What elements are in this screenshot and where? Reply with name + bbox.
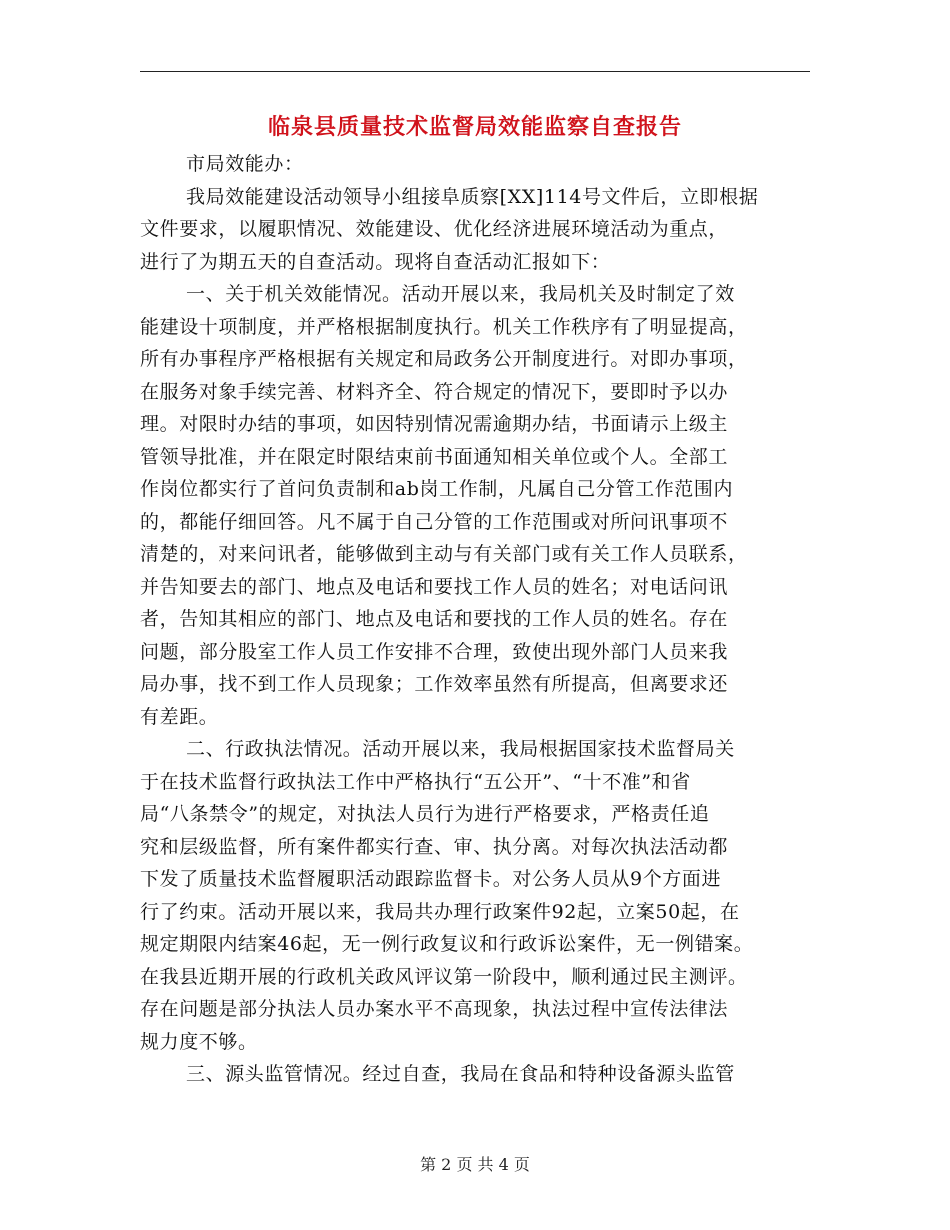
paragraph-line: 局“八条禁令”的规定，对执法人员行为进行严格要求，严格责任追 [140,803,710,825]
paragraph-line: 局办事，找不到工作人员现象；工作效率虽然有所提高，但离要求还 [140,673,729,695]
paragraph-line: 进行了为期五天的自查活动。现将自查活动汇报如下： [140,250,611,273]
paragraph-line: 于在技术监督行政执法工作中严格执行“五公开”、“十不准”和省 [140,770,691,793]
section-heading-line: 二、行政执法情况。活动开展以来，我局根据国家技术监督局关 [186,738,735,760]
paragraph-line: 行了约束。活动开展以来，我局共办理行政案件92起，立案50起，在 [140,900,740,923]
paragraph-line: 有差距。 [140,705,219,728]
paragraph-line: 规力度不够。 [140,1030,258,1053]
paragraph-line: 能建设十项制度，并严格根据制度执行。机关工作秩序有了明显提高， [140,315,748,338]
paragraph-line: 存在问题是部分执法人员办案水平不高现象，执法过程中宣传法律法 [140,998,729,1020]
paragraph-line: 在服务对象手续完善、材料齐全、符合规定的情况下，要即时予以办 [140,380,729,403]
paragraph-line: 管领导批准，并在限定时限结束前书面通知相关单位或个人。全部工 [140,445,729,468]
paragraph-line: 理。对限时办结的事项，如因特别情况需逾期办结，书面请示上级主 [140,413,729,435]
document-body [140,148,810,1091]
paragraph-line: 文件要求，以履职情况、效能建设、优化经济进展环境活动为重点， [140,218,729,240]
paragraph-line: 的，都能仔细回答。凡不属于自己分管的工作范围或对所问讯事项不 [140,510,729,533]
section-heading-line: 三、源头监管情况。经过自查，我局在食品和特种设备源头监管 [186,1063,735,1085]
paragraph-line: 究和层级监督，所有案件都实行查、审、执分离。对每次执法活动都 [140,835,729,858]
page-number-footer: 第 2 页 共 4 页 [420,1155,530,1174]
paragraph-line: 所有办事程序严格根据有关规定和局政务公开制度进行。对即办事项， [140,348,748,370]
paragraph-line: 下发了质量技术监督履职活动跟踪监督卡。对公务人员从9个方面进 [140,868,722,890]
document-title: 临泉县质量技术监督局效能监察自查报告 [267,114,682,140]
paragraph-line: 并告知要去的部门、地点及电话和要找工作人员的姓名；对电话问讯 [140,575,729,598]
paragraph-line: 作岗位都实行了首问负责制和ab岗工作制，凡属自己分管工作范围内 [140,478,734,500]
header-rule [140,71,810,72]
paragraph-line: 在我县近期开展的行政机关政风评议第一阶段中，顺利通过民主测评。 [140,965,748,988]
paragraph-line: 者，告知其相应的部门、地点及电话和要找的工作人员的姓名。存在 [140,608,729,630]
section-heading-line: 一、关于机关效能情况。活动开展以来，我局机关及时制定了效 [186,283,735,305]
paragraph-line: 问题，部分股室工作人员工作安排不合理，致使出现外部门人员来我 [140,640,729,663]
paragraph-line: 我局效能建设活动领导小组接阜质察[XX]114号文件后，立即根据 [186,185,759,208]
paragraph-line: 规定期限内结案46起，无一例行政复议和行政诉讼案件，无一例错案。 [140,933,754,955]
paragraph-line: 清楚的，对来问讯者，能够做到主动与有关部门或有关工作人员联系， [140,543,748,565]
salutation-line: 市局效能办： [186,153,304,175]
